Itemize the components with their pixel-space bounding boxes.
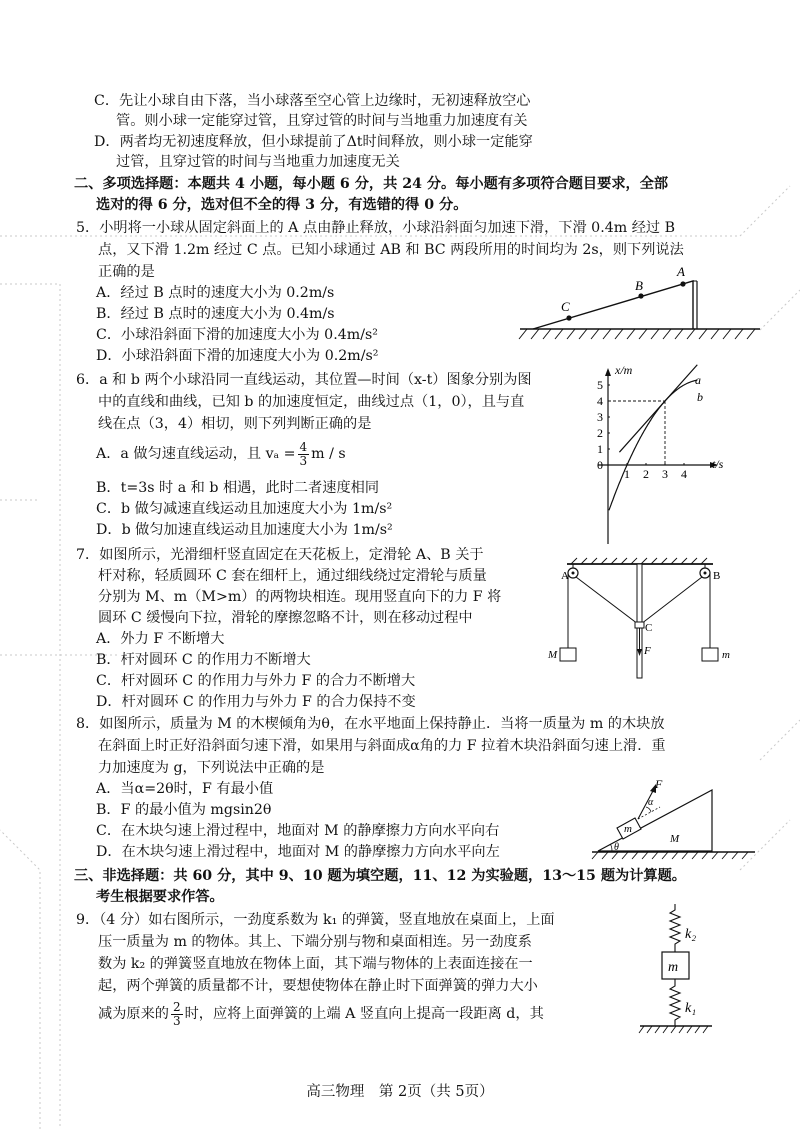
- q7-option-c: C．杆对圆环 C 的作用力与外力 F 的合力不断增大: [96, 673, 416, 689]
- q9-stem-line4: 起，两个弹簧的质量都不计，要想使物体在静止时下面弹簧的弹力大小: [98, 978, 538, 994]
- q8-stem-line1: 8．如图所示，质量为 M 的木楔倾角为θ，在水平地面上保持静止．当将一质量为 m 的木块放: [76, 716, 665, 732]
- q5-stem-line1: 5．小明将一小球从固定斜面上的 A 点由静止释放，小球沿斜面匀加速下滑，下滑 0.4m 经过 B: [76, 220, 676, 236]
- q6-option-a-fraction: [298, 441, 310, 468]
- q6-option-a-text: A．a 做匀速直线运动，且 vₐ =: [96, 446, 296, 462]
- q6-ytick-4: 4: [597, 394, 603, 408]
- q8-option-a: A．当α=2θ时，F 有最小值: [96, 781, 274, 797]
- q7-label-big-m: M: [548, 649, 558, 661]
- q7-option-a: A．外力 F 不断增大: [96, 631, 225, 647]
- q9-frac-num: 2: [172, 999, 181, 1014]
- q5-option-c: C．小球沿斜面下滑的加速度大小为 0.4m/s²: [96, 327, 378, 343]
- q5-option-a: A．经过 B 点时的速度大小为 0.2m/s: [96, 285, 335, 301]
- q7-stem-line1: 7．如图所示，光滑细杆竖直固定在天花板上，定滑轮 A、B 关于: [76, 547, 484, 563]
- q8-label-small-m: m: [624, 823, 632, 835]
- q9-line5-text-a: 减为原来的: [98, 1006, 169, 1022]
- page-footer: 高三物理 第 2页（共 5页）: [306, 1084, 494, 1100]
- q6-option-a-unit: m / s: [311, 446, 346, 462]
- q7-label-c: C: [645, 622, 653, 634]
- q9-line5-text-b: 时，应将上面弹簧的上端 A 竖直向上提高一段距离 d，其: [184, 1006, 544, 1022]
- q4-option-c-line1: C．先让小球自由下落，当小球落至空心管上边缘时，无初速释放空心: [94, 93, 531, 109]
- q9-frac-den: 3: [172, 1013, 181, 1028]
- q6-ytick-1: 1: [597, 442, 603, 456]
- q5-point-b: [638, 293, 643, 298]
- q5-point-a: [680, 281, 685, 286]
- q8-option-b: B．F 的最小值为 mgsin2θ: [96, 802, 272, 818]
- q8-option-d: D．在木块匀速上滑过程中，地面对 M 的静摩擦力方向水平向左: [96, 844, 500, 860]
- q6-xt-graph: [590, 362, 740, 547]
- q6-option-a: [96, 440, 346, 468]
- q5-label-b: B: [635, 278, 643, 293]
- q7-stem-line3: 分别为 M、m（M>m）的两物块相连。现用竖直向下的力 F 将: [98, 589, 502, 605]
- q6-ytick-3: 3: [597, 410, 603, 424]
- q6-stem-line2: 中的直线和曲线，已知 b 的加速度恒定，曲线过点（1，0），且与直: [98, 394, 525, 410]
- q8-label-big-m: M: [670, 833, 680, 845]
- q6-xtick-3: 3: [662, 467, 668, 481]
- q6-series-b-label: b: [697, 390, 703, 404]
- q5-point-c: [566, 315, 571, 320]
- q8-label-alpha: α: [648, 797, 654, 808]
- q7-stem-line4: 圆环 C 缓慢向下拉，滑轮的摩擦忽略不计，则在移动过程中: [98, 610, 473, 626]
- q9-stem-line2: 压一质量为 m 的物体。其上、下端分别与物和桌面相连。另一劲度系: [98, 934, 532, 950]
- q6-option-c: C．b 做匀减速直线运动且加速度大小为 1m/s²: [96, 501, 393, 517]
- q6-option-b: B．t=3s 时 a 和 b 相遇，此时二者速度相同: [96, 480, 380, 496]
- q6-stem-line1: 6．a 和 b 两个小球沿同一直线运动，其位置—时间（x-t）图象分别为图: [76, 372, 532, 388]
- q5-incline-figure: [515, 265, 770, 347]
- q6-stem-line3: 线在点（3，4）相切，则下列判断正确的是: [98, 416, 372, 432]
- q7-label-b: B: [713, 570, 721, 582]
- q6-xtick-1: 1: [624, 467, 630, 481]
- q6-ytick-2: 2: [597, 426, 603, 440]
- q8-stem-line2: 在斜面上时正好沿斜面匀速下滑，如果用与斜面成α角的力 F 拉着木块沿斜面匀速上滑．重: [98, 738, 666, 754]
- q7-option-b: B．杆对圆环 C 的作用力不断增大: [96, 652, 311, 668]
- q6-ytick-5: 5: [597, 378, 603, 392]
- q7-label-a: A: [561, 570, 569, 582]
- q5-label-a: A: [677, 265, 685, 279]
- q9-fraction: [171, 1001, 183, 1028]
- q5-option-b: B．经过 B 点时的速度大小为 0.4m/s: [96, 306, 335, 322]
- q4-option-c-line2: 管。则小球一定能穿过管，且穿过管的时间与当地重力加速度有关: [116, 113, 528, 129]
- q6-frac-num: 4: [299, 439, 308, 454]
- q4-option-d-line1: D．两者均无初速度释放，但小球提前了Δt时间释放，则小球一定能穿: [94, 134, 533, 150]
- q9-stem-line3: 数为 k₂ 的弹簧竖直地放在物体上面，其下端与物体的上表面连接在一: [98, 956, 533, 972]
- q9-label-k1: k₁: [685, 1001, 697, 1016]
- q7-label-small-m: m: [722, 649, 730, 661]
- q9-stem-line1: 9．（4 分）如右图所示，一劲度系数为 k₁ 的弹簧，竖直地放在桌面上，上面: [76, 912, 555, 928]
- section2-heading-line1: 二、多项选择题：本题共 4 小题，每小题 6 分，共 24 分。每小题有多项符合题目要求，全部: [74, 176, 669, 192]
- q7-stem-line2: 杆对称，轻质圆环 C 套在细杆上，通过细线绕过定滑轮与质量: [98, 568, 487, 584]
- q7-option-d: D．杆对圆环 C 的作用力与外力 F 的合力保持不变: [96, 694, 416, 710]
- section2-heading-line2: 选对的得 6 分，选对但不全的得 3 分，有选错的得 0 分。: [96, 197, 468, 213]
- q9-stem-line5: [98, 1000, 544, 1028]
- q5-label-c: C: [561, 299, 570, 314]
- q5-stem-line3: 正确的是: [98, 264, 155, 280]
- q9-spring-figure: [630, 902, 730, 1042]
- q7-label-f: F: [644, 645, 651, 657]
- q6-option-d: D．b 做匀加速直线运动且加速度大小为 1m/s²: [96, 522, 393, 538]
- q8-label-f: F: [655, 777, 663, 791]
- q9-label-k2: k₂: [685, 927, 697, 942]
- q6-xlabel: t/s: [712, 457, 724, 471]
- section3-heading-line2: 考生根据要求作答。: [96, 889, 224, 905]
- q6-ylabel: x/m: [615, 363, 633, 377]
- q6-series-a-label: a: [695, 373, 701, 387]
- q7-pulley-figure: [545, 556, 735, 686]
- q6-ytick-0: 0: [597, 458, 603, 472]
- q5-option-d: D．小球沿斜面下滑的加速度大小为 0.2m/s²: [96, 348, 379, 364]
- q6-frac-den: 3: [299, 453, 308, 468]
- q9-label-m: m: [668, 960, 679, 975]
- q5-stem-line2: 点，又下滑 1.2m 经过 C 点。已知小球通过 AB 和 BC 两段所用的时间均为 2s，则下列说法: [98, 242, 684, 258]
- q6-xtick-4: 4: [681, 467, 687, 481]
- q4-option-d-line2: 过管，且穿过管的时间与当地重力加速度无关: [116, 154, 400, 170]
- q8-wedge-figure: [590, 772, 760, 862]
- section3-heading-line1: 三、非选择题：共 60 分，其中 9、10 题为填空题，11、12 为实验题，13～15 题为计算题。: [74, 868, 686, 884]
- q6-xtick-2: 2: [643, 467, 649, 481]
- q8-option-c: C．在木块匀速上滑过程中，地面对 M 的静摩擦力方向水平向右: [96, 823, 500, 839]
- q8-label-theta: θ: [614, 842, 619, 853]
- q8-stem-line3: 力加速度为 g，下列说法中正确的是: [98, 760, 325, 776]
- q6-curve-b: [609, 380, 697, 510]
